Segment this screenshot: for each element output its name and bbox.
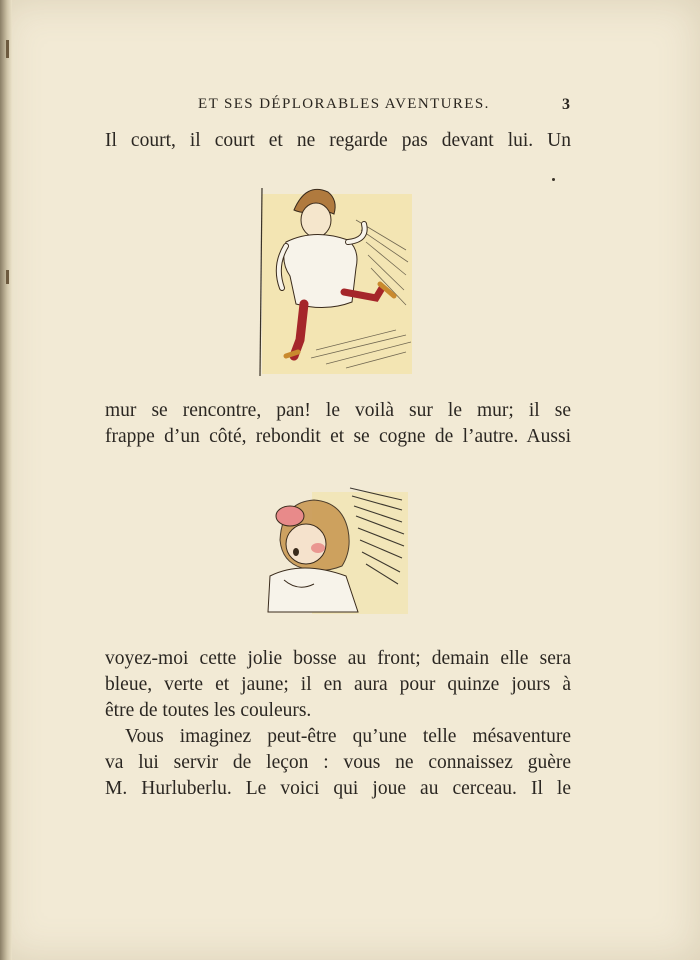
- bumped-boy-illustration: [262, 480, 410, 620]
- running-boy-illustration: [256, 180, 416, 380]
- text-line: bleue, verte et jaune; il en aura pour quinze jours à: [105, 674, 571, 695]
- text-line: M. Hurluberlu. Le voici qui joue au cerceau. Il le: [105, 778, 571, 799]
- text-line: Il court, il court et ne regarde pas devant lui. Un: [105, 130, 571, 151]
- text-line: va lui servir de leçon : vous ne connaissez guère: [105, 752, 571, 773]
- page-header: [198, 96, 570, 118]
- text-block-2: [105, 398, 571, 450]
- binding-mark: [6, 40, 9, 58]
- binding-mark: [6, 270, 9, 284]
- text-line: être de toutes les couleurs.: [105, 700, 312, 721]
- text-block-3: [105, 646, 571, 802]
- text-line: Vous imaginez peut-être qu’une telle mésaventure: [125, 726, 571, 747]
- text-line: voyez-moi cette jolie bosse au front; demain elle sera: [105, 648, 571, 669]
- page-number: 3: [562, 96, 570, 113]
- text-line: frappe d’un côté, rebondit et se cogne de l’autre. Aussi: [105, 426, 571, 447]
- book-spine: [0, 0, 12, 960]
- bumped-boy-icon: [262, 480, 410, 620]
- running-title: ET SES DÉPLORABLES AVENTURES.: [198, 96, 490, 112]
- ink-speck: [552, 178, 555, 181]
- text-block-1: [105, 128, 571, 154]
- running-boy-icon: [256, 180, 416, 380]
- text-line: mur se rencontre, pan! le voilà sur le mur; il se: [105, 400, 571, 421]
